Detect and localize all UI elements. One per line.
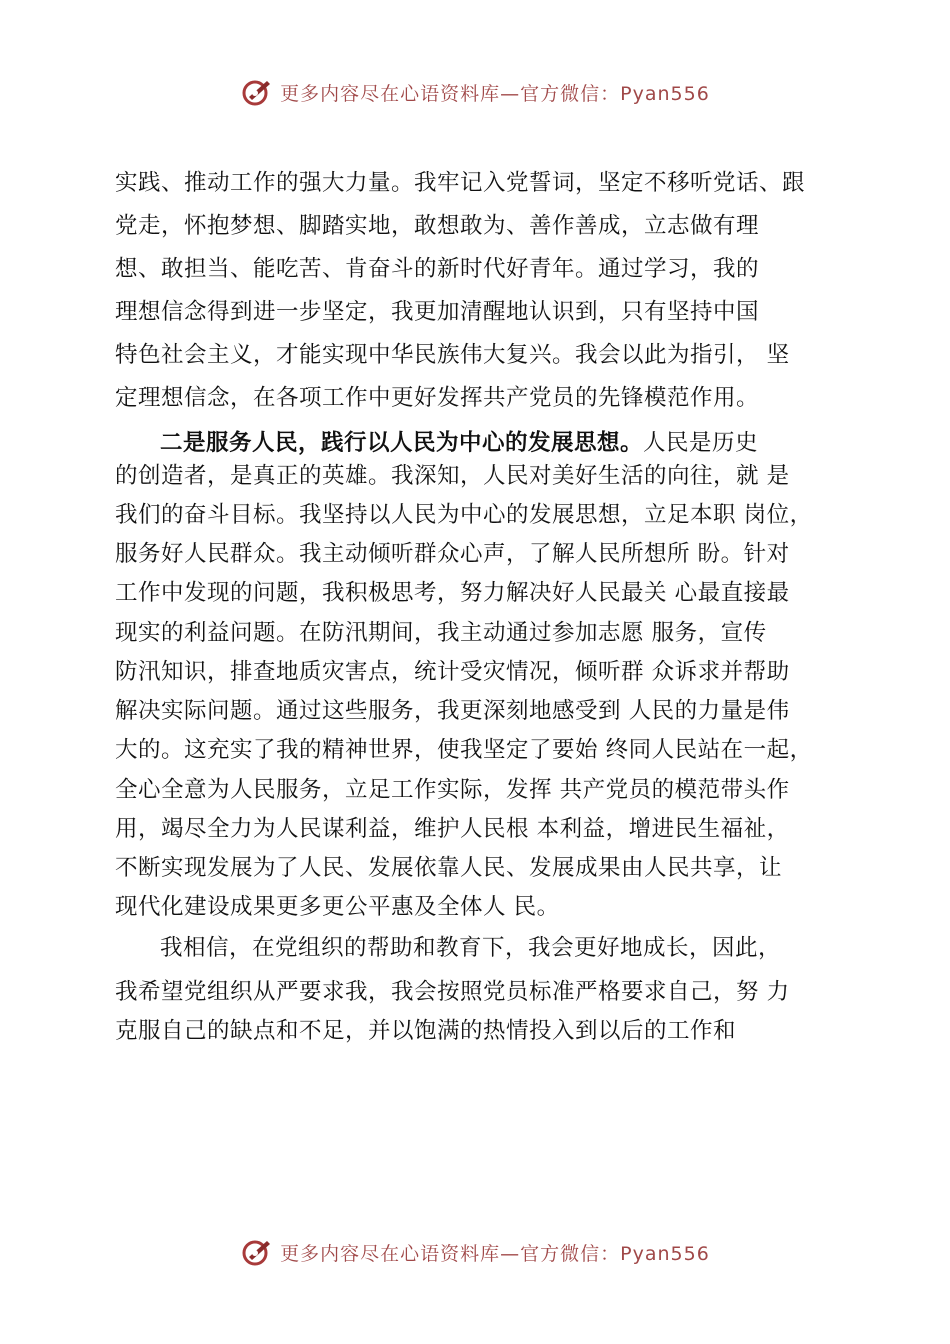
footer-banner <box>0 1232 950 1272</box>
footer-text: 更多内容尽在心语资料库—官方微信：Pyan556 <box>280 1242 710 1265</box>
paragraph-first-line: 我相信，在党组织的帮助和教育下，我会更好地成长，因此， <box>160 935 782 961</box>
text-line: 的创造者，是真正的英雄。我深知，人民对美好生活的向往，就 是 <box>115 463 790 489</box>
text-span: 人民是历史 <box>643 430 759 456</box>
text-line: 我们的奋斗目标。我坚持以人民为中心的发展思想，立足本职 岗位， <box>115 502 813 528</box>
pen-logo-icon <box>240 75 274 109</box>
header-text: 更多内容尽在心语资料库—官方微信：Pyan556 <box>280 82 710 105</box>
section-heading: 二是服务人民，践行以人民为中心的发展思想。 <box>160 430 644 456</box>
text-line: 定理想信念，在各项工作中更好发挥共产党员的先锋模范作用。 <box>115 385 760 411</box>
text-line: 我希望党组织从严要求我，我会按照党员标准严格要求自己，努 力 <box>115 979 790 1005</box>
text-line: 党走，怀抱梦想、脚踏实地，敢想敢为、善作善成，立志做有理 <box>115 213 760 239</box>
paragraph-first-line <box>160 428 850 458</box>
text-line: 解决实际问题。通过这些服务，我更深刻地感受到 人民的力量是伟 <box>115 698 790 724</box>
text-line: 理想信念得到进一步坚定，我更加清醒地认识到，只有坚持中国 <box>115 299 760 325</box>
text-line: 工作中发现的问题，我积极思考，努力解决好人民最关 心最直接最 <box>115 580 790 606</box>
text-line: 全心全意为人民服务，立足工作实际，发挥 共产党员的模范带头作 <box>115 777 790 803</box>
text-line: 现代化建设成果更多更公平惠及全体人 民。 <box>115 894 560 920</box>
text-line: 现实的利益问题。在防汛期间，我主动通过参加志愿 服务，宣传 <box>115 620 767 646</box>
header-banner <box>0 72 950 112</box>
text-line: 用，竭尽全力为人民谋利益，维护人民根 本利益，增进民生福祉， <box>115 816 790 842</box>
text-line: 克服自己的缺点和不足，并以饱满的热情投入到以后的工作和 <box>115 1018 737 1044</box>
text-line: 特色社会主义，才能实现中华民族伟大复兴。我会以此为指引， 坚 <box>115 342 790 368</box>
text-line: 防汛知识，排查地质灾害点，统计受灾情况，倾听群 众诉求并帮助 <box>115 659 790 685</box>
text-line: 大的。这充实了我的精神世界，使我坚定了要始 终同人民站在一起， <box>115 737 813 763</box>
pen-logo-icon <box>240 1235 274 1269</box>
text-line: 服务好人民群众。我主动倾听群众心声，了解人民所想所 盼。针对 <box>115 541 790 567</box>
text-line: 实践、推动工作的强大力量。我牢记入党誓词，坚定不移听党话、跟 <box>115 170 806 196</box>
text-line: 不断实现发展为了人民、发展依靠人民、发展成果由人民共享，让 <box>115 855 783 881</box>
text-line: 想、敢担当、能吃苦、肯奋斗的新时代好青年。通过学习，我的 <box>115 256 760 282</box>
